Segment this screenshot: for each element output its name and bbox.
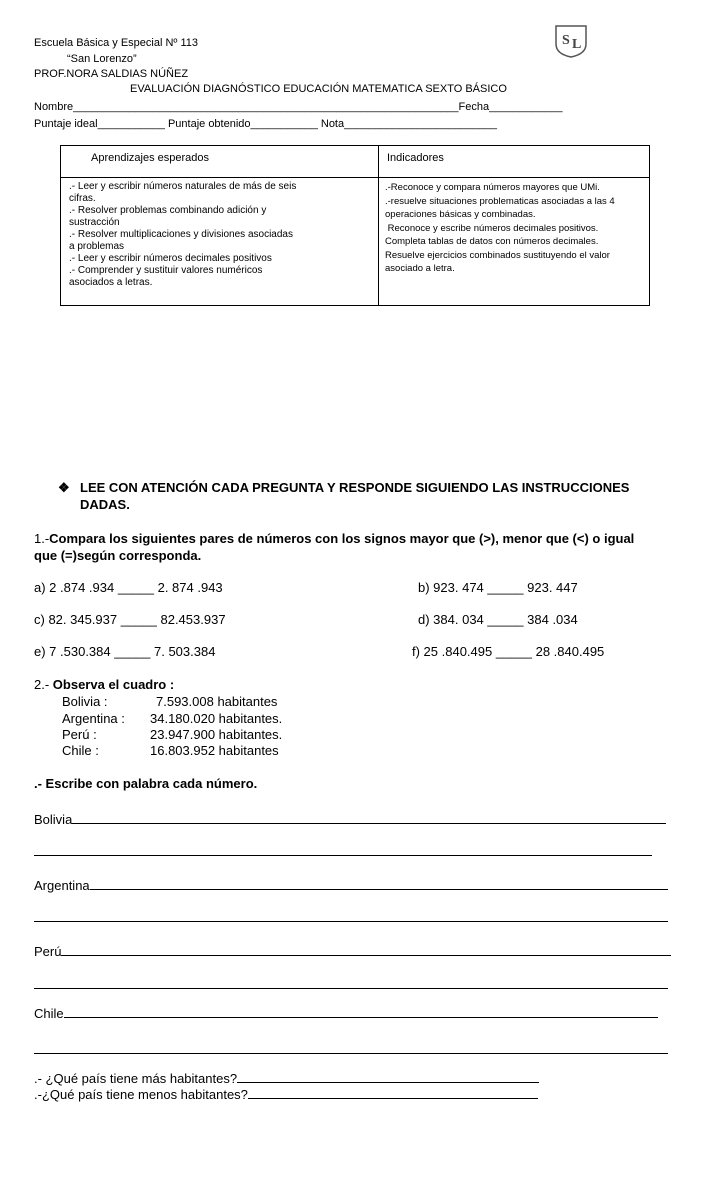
q2-title: Observa el cuadro :: [52, 677, 175, 692]
answer-line[interactable]: [248, 1085, 538, 1099]
answer-line[interactable]: [34, 1040, 668, 1054]
diamond-bullet-icon: ❖: [58, 480, 70, 495]
q1-item-f: f) 25 .840.495 _____ 28 .840.495: [412, 644, 605, 659]
indicador-line: asociado a letra.: [385, 263, 455, 274]
school-subtitle: “San Lorenzo”: [67, 53, 137, 65]
q1-statement-line1: [34, 531, 634, 547]
answer-line[interactable]: [72, 810, 666, 824]
instructions-line2: DADAS.: [80, 497, 130, 512]
question-less-inhabitants[interactable]: [34, 1085, 538, 1103]
aprendizajes-header: Aprendizajes esperados: [61, 146, 379, 178]
q1-statement-line2: que (=)según corresponda.: [34, 548, 202, 563]
q2-population-chile: 16.803.952 habitantes: [150, 743, 279, 758]
write-line-argentina[interactable]: [34, 876, 668, 894]
write-label-peru: Perú: [34, 944, 62, 959]
indicador-line: Resuelve ejercicios combinados sustituyendo el valor: [385, 249, 610, 261]
aprendizaje-line: sustracción: [69, 217, 120, 228]
aprendizaje-line: cifras.: [69, 193, 96, 204]
q2-population-peru: 23.947.900 habitantes.: [150, 727, 283, 742]
write-label-argentina: Argentina: [34, 878, 90, 893]
q1-item-a: a) 2 .874 .934 _____ 2. 874 .943: [34, 580, 223, 595]
objectives-table: [60, 145, 650, 306]
answer-line[interactable]: [90, 876, 668, 890]
indicador-line: operaciones básicas y combinadas.: [385, 209, 536, 220]
q2-population-bolivia: 7.593.008 habitantes: [156, 694, 278, 709]
write-label-chile: Chile: [34, 1006, 64, 1021]
more-question-text: .- ¿Qué país tiene más habitantes?: [34, 1071, 238, 1086]
aprendizaje-line: .- Comprender y sustituir valores numéricos: [69, 265, 263, 276]
answer-line[interactable]: [237, 1069, 539, 1083]
write-line-bolivia[interactable]: [34, 810, 666, 828]
indicadores-cell: [379, 178, 650, 306]
q2-country-peru: Perú :: [62, 727, 97, 742]
write-line-peru[interactable]: [34, 942, 671, 960]
indicador-line: .-Reconoce y compara números mayores que UMi.: [385, 182, 600, 193]
puntaje-line: Puntaje ideal___________ Puntaje obtenido___________ Nota_________________________: [34, 118, 498, 130]
q1-item-d: d) 384. 034 _____ 384 .034: [418, 612, 578, 627]
q2-number: 2.-: [34, 677, 50, 692]
school-logo-icon: [552, 22, 590, 58]
indicador-line: Completa tablas de datos con números decimales.: [385, 236, 599, 247]
q2-country-chile: Chile :: [62, 743, 99, 758]
answer-line[interactable]: [34, 842, 652, 856]
aprendizaje-line: a problemas: [69, 241, 125, 252]
q2-country-bolivia: Bolivia :: [62, 694, 108, 709]
aprendizajes-cell: [61, 178, 379, 306]
q1-item-c: c) 82. 345.937 _____ 82.453.937: [34, 612, 226, 627]
q1-item-e: e) 7 .530.384 _____ 7. 503.384: [34, 644, 216, 659]
write-line-chile[interactable]: [34, 1004, 658, 1022]
nombre-fecha-line: Nombre_______________________________________________________________Fecha____________: [34, 101, 563, 113]
q2-population-argentina: 34.180.020 habitantes.: [150, 711, 283, 726]
answer-line[interactable]: [61, 942, 671, 956]
q1-item-b: b) 923. 474 _____ 923. 447: [418, 580, 578, 595]
svg-text:S: S: [562, 33, 570, 48]
indicador-line: .-resuelve situaciones problematicas asociadas a las 4: [385, 195, 615, 207]
q1-number: 1.-: [34, 531, 50, 546]
svg-text:L: L: [572, 37, 582, 52]
q2-heading: [34, 677, 174, 693]
q2-instruction: .- Escribe con palabra cada número.: [34, 776, 258, 791]
answer-line[interactable]: [34, 975, 668, 989]
teacher-name: PROF.NORA SALDIAS NÚÑEZ: [34, 68, 189, 80]
aprendizaje-line: .- Resolver multiplicaciones y divisiones asociadas: [69, 229, 293, 240]
aprendizaje-line: .- Leer y escribir números naturales de más de seis: [69, 181, 297, 192]
instructions-line1: LEE CON ATENCIÓN CADA PREGUNTA Y RESPONDE SIGUIENDO LAS INSTRUCCIONES: [80, 480, 630, 495]
evaluation-title: EVALUACIÓN DIAGNÓSTICO EDUCACIÓN MATEMATICA SEXTO BÁSICO: [130, 83, 507, 95]
indicador-line: Reconoce y escribe números decimales positivos.: [385, 222, 599, 234]
less-question-text: .-¿Qué país tiene menos habitantes?: [34, 1087, 248, 1102]
write-label-bolivia: Bolivia: [34, 812, 73, 827]
q1-text: Compara los siguientes pares de números con los signos mayor que (>), menor que (<) o igual: [49, 531, 635, 546]
indicadores-header: Indicadores: [379, 146, 650, 178]
aprendizaje-line: asociados a letras.: [69, 277, 153, 288]
aprendizaje-line: .- Resolver problemas combinando adición y: [69, 205, 267, 216]
aprendizaje-line: .- Leer y escribir números decimales positivos: [69, 253, 272, 264]
q2-country-argentina: Argentina :: [62, 711, 125, 726]
answer-line[interactable]: [34, 908, 668, 922]
school-name: Escuela Básica y Especial Nº 113: [34, 37, 199, 49]
answer-line[interactable]: [64, 1004, 658, 1018]
